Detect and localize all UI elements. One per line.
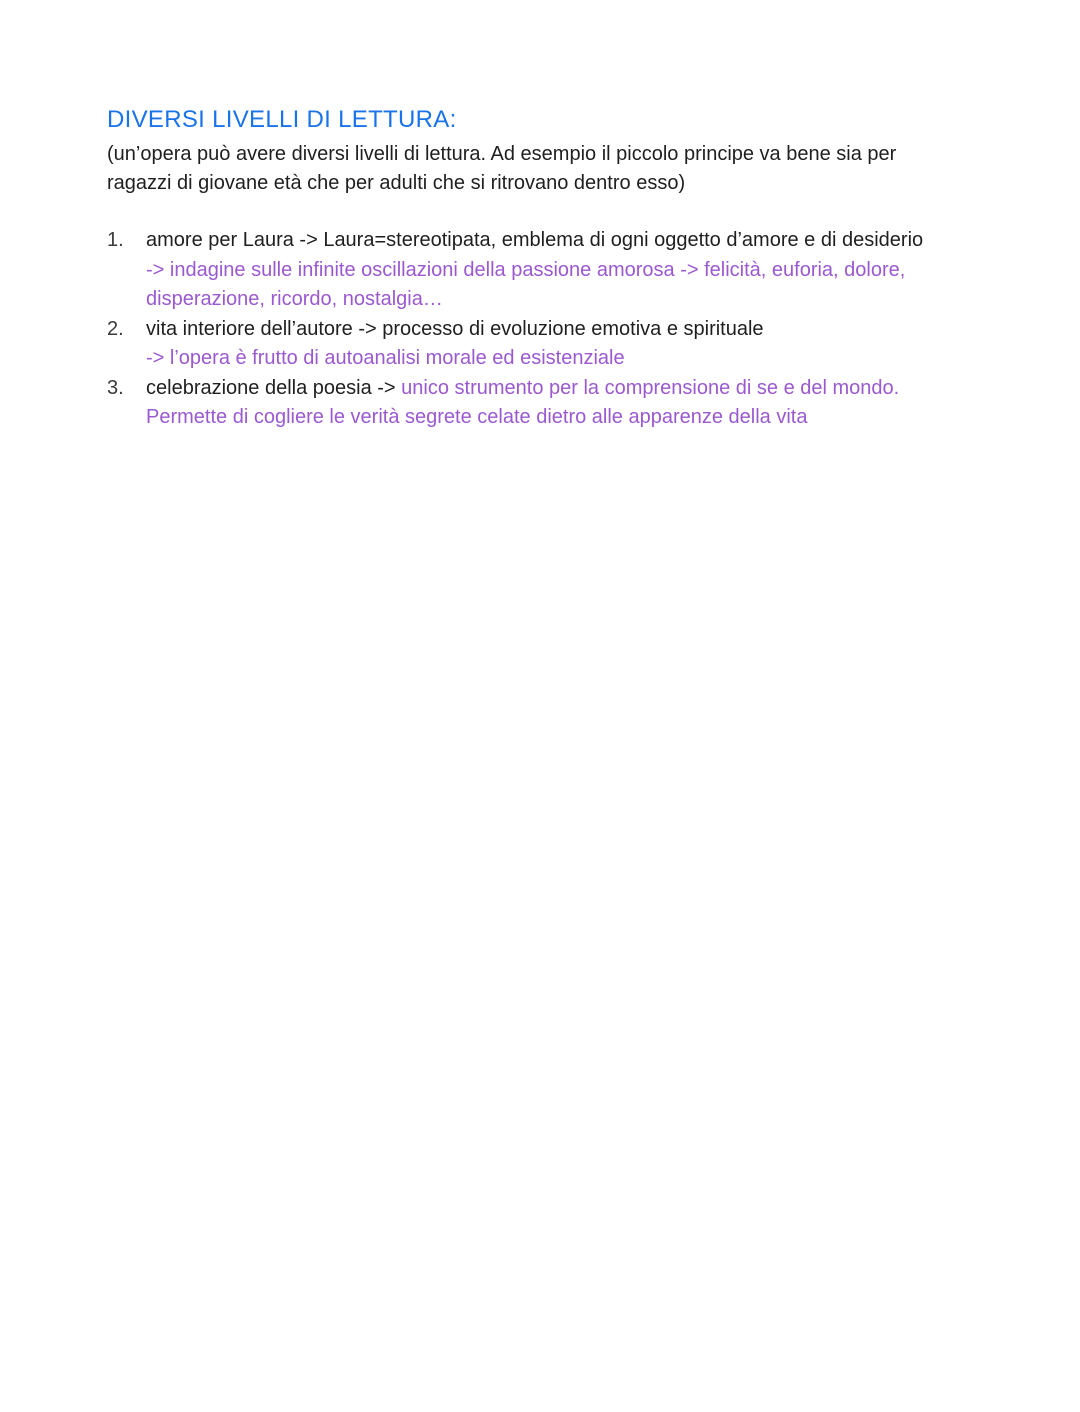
list-item-3	[107, 374, 987, 433]
intro-line-1: (un’opera può avere diversi livelli di lettura. Ad esempio il piccolo principe va bene sia per	[107, 143, 897, 165]
intro-paragraph	[107, 140, 987, 198]
list-item-2	[107, 315, 987, 374]
item-sub-text: -> l’opera è frutto di autoanalisi morale ed esistenziale	[146, 347, 625, 369]
list-number: 2.	[107, 317, 124, 340]
item-main-text: vita interiore dell’autore -> processo di evoluzione emotiva e spirituale	[146, 317, 764, 340]
document-page	[107, 104, 987, 433]
intro-line-2: ragazzi di giovane età che per adulti che si ritrovano dentro esso)	[107, 172, 686, 194]
item-main-text: celebrazione della poesia ->	[146, 376, 402, 399]
list-number: 1.	[107, 229, 124, 251]
reading-levels-list	[107, 226, 987, 433]
list-item-1	[107, 226, 987, 315]
section-heading: DIVERSI LIVELLI DI LETTURA:	[107, 106, 457, 133]
item-sub-text: disperazione, ricordo, nostalgia…	[146, 288, 443, 310]
item-main-line	[146, 374, 987, 404]
item-sub-text: -> indagine sulle infinite oscillazioni della passione amorosa -> felicità, euforia, dolore,	[146, 258, 906, 281]
item-sub-text: Permette di cogliere le verità segrete celate dietro alle apparenze della vita	[146, 406, 808, 428]
item-main-text: amore per Laura -> Laura=stereotipata, emblema di ogni oggetto d’amore e di desiderio	[146, 229, 924, 251]
list-number: 3.	[107, 376, 124, 399]
item-highlight-text: unico strumento per la comprensione di se e del mondo.	[401, 376, 900, 399]
